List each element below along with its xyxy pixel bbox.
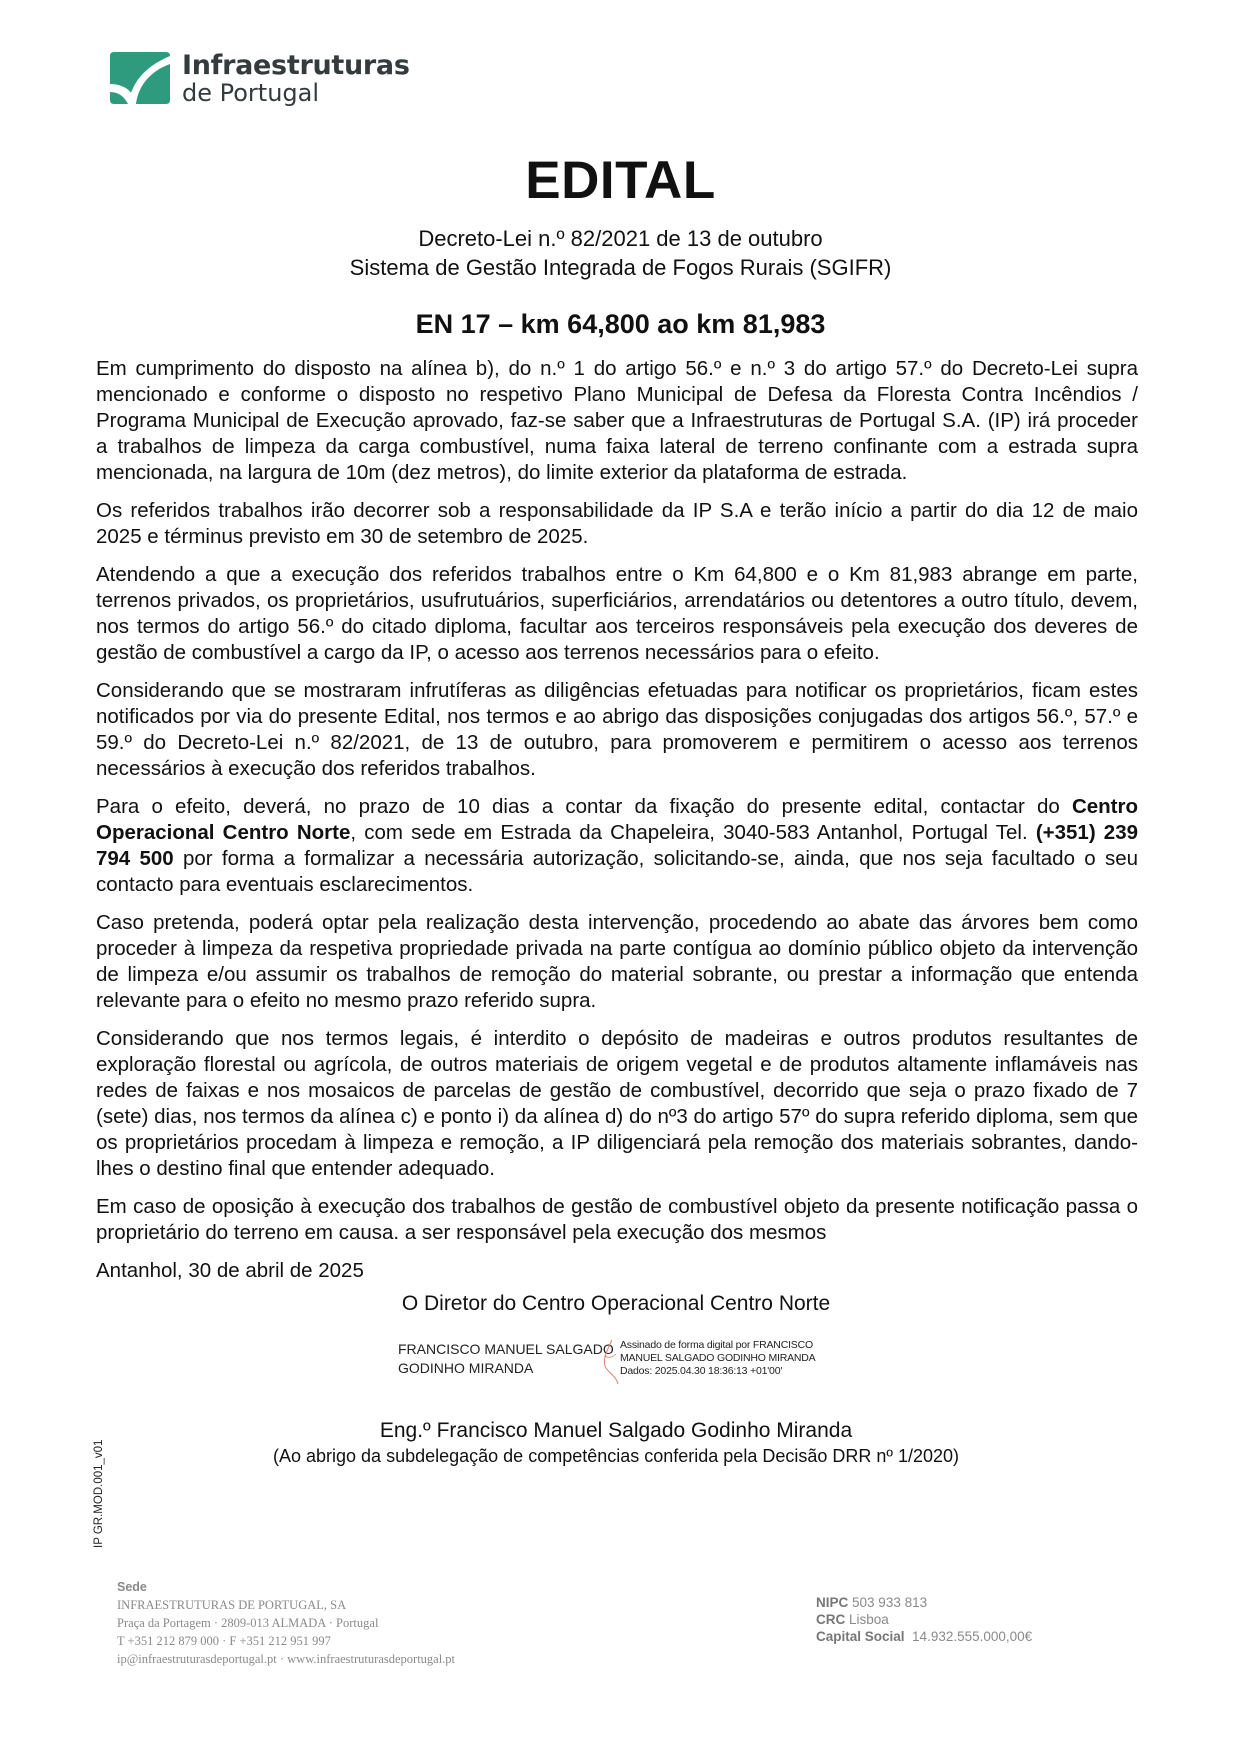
signature-details-line1: Assinado de forma digital por FRANCISCO [620, 1339, 813, 1351]
paragraph-8: Em caso de oposição à execução dos trabalhos de gestão de combustível objeto da presente notificação passa o proprietário do terreno em causa. a ser responsável pela execução dos mesmos [96, 1195, 1138, 1244]
paragraph-6: Caso pretenda, poderá optar pela realização desta intervenção, procedendo ao abate das árvores bem como proceder à limpeza da respetiva propriedade privada na parte contígua ao domínio público objeto da intervenção de limpeza e/ou assumir os trabalhos de remoção do material sobrante, ou prestar a informação que entenda relevante para o efeito no mesmo prazo referido supra. [96, 911, 1138, 1012]
document-title: EDITAL [525, 151, 716, 210]
document-body [96, 356, 1138, 1296]
paragraph-3: Atendendo a que a execução dos referidos trabalhos entre o Km 64,800 e o Km 81,983 abrange em parte, terrenos privados, os proprietários, usufrutuários, superficiários, arrendatários ou detentores a outro título, devem, nos termos do artigo 56.º do citado diploma, facultar aos terceiros responsáveis pela execução dos deveres de gestão de combustível a cargo da IP, o acesso aos terrenos necessários para o efeito. [96, 563, 1138, 664]
nipc-label: NIPC [816, 1595, 849, 1610]
footer-crc [816, 1611, 1032, 1628]
capital-value: 14.932.555.000,00€ [912, 1629, 1033, 1644]
paragraph-5-text-a: Para o efeito, deverá, no prazo de 10 dias a contar da fixação do presente edital, contactar do [96, 795, 1072, 818]
company-logo [108, 50, 410, 106]
signer-name-line1: FRANCISCO MANUEL SALGADO [398, 1341, 614, 1357]
footer-capital [816, 1628, 1032, 1645]
paragraph-5-text-c: , com sede em Estrada da Chapeleira, 3040-583 Antanhol, Portugal Tel. [350, 821, 1036, 844]
system-name: Sistema de Gestão Integrada de Fogos Rurais (SGIFR) [349, 255, 892, 280]
footer-address: Praça da Portagem · 2809-013 ALMADA · Portugal [117, 1616, 379, 1630]
form-code: IP GR.MOD.001_v01 [93, 1439, 105, 1548]
signature-details-line2: MANUEL SALGADO GODINHO MIRANDA [620, 1352, 816, 1364]
signer-name-line2: GODINHO MIRANDA [398, 1360, 534, 1376]
signature-details [620, 1339, 815, 1378]
paragraph-2: Os referidos trabalhos irão decorrer sob a responsabilidade da IP S.A e terão início a partir do dia 12 de maio 2025 e términus previsto em 30 de setembro de 2025. [96, 499, 1138, 548]
paragraph-4: Considerando que se mostraram infrutíferas as diligências efetuadas para notificar os proprietários, ficam estes notificados por via do presente Edital, nos termos e ao abrigo das disposições conjugadas dos artigos 56.º, 57.º e 59.º do Decreto-Lei n.º 82/2021, de 13 de outubro, para promoverem e permitirem o acesso aos terrenos necessários à execução dos referidos trabalhos. [96, 679, 1138, 780]
decree-reference: Decreto-Lei n.º 82/2021 de 13 de outubro [418, 226, 823, 251]
signer-name [398, 1340, 614, 1378]
place-and-date: Antanhol, 30 de abril de 2025 [96, 1259, 364, 1282]
signature-details-line3: Dados: 2025.04.30 18:36:13 +01'00' [620, 1365, 783, 1377]
footer-company: INFRAESTRUTURAS DE PORTUGAL, SA [117, 1598, 347, 1612]
paragraph-5-text-e: por forma a formalizar a necessária autorização, solicitando-se, ainda, que nos seja facultado o seu contacto para eventuais esclarecimentos. [96, 847, 1138, 896]
paragraph-1: Em cumprimento do disposto na alínea b), do n.º 1 do artigo 56.º e n.º 3 do artigo 57.º do Decreto-Lei supra mencionado e conforme o disposto no respetivo Plano Municipal de Defesa da Floresta Contra Incêndios / Programa Municipal de Execução aprovado, faz-se saber que a Infraestruturas de Portugal S.A. (IP) irá proceder a trabalhos de limpeza da carga combustível, numa faixa lateral de terreno confinante com a estrada supra mencionada, na largura de 10m (dez metros), do limite exterior da plataforma de estrada. [96, 357, 1138, 484]
footer-phone: T +351 212 879 000 · F +351 212 951 997 [117, 1634, 331, 1648]
engineer-name: Eng.º Francisco Manuel Salgado Godinho Miranda [379, 1419, 853, 1442]
crc-label: CRC [816, 1612, 846, 1627]
digital-signature [398, 1338, 858, 1386]
contact-center-name: Centro Operacional Centro Norte [96, 795, 1138, 844]
footer-sede-label: Sede [117, 1580, 147, 1594]
signature-stroke-icon [598, 1338, 622, 1386]
footer-address-block [117, 1578, 455, 1668]
ip-logo-icon [108, 50, 172, 106]
director-title: O Diretor do Centro Operacional Centro Norte [401, 1292, 831, 1315]
paragraph-7: Considerando que nos termos legais, é interdito o depósito de madeiras e outros produtos resultantes de exploração florestal ou agrícola, de outros materiais de origem vegetal e de produtos altamente inflamáveis nas redes de faixas e nos mosaicos de parcelas de gestão de combustível, decorrido que seja o prazo fixado de 7 (sete) dias, nos termos da alínea c) e ponto i) da alínea d) do nº3 do artigo 57º do supra referido diploma, sem que os proprietários procedam à limpeza e remoção, a IP diligenciará pela remoção dos materiais sobrantes, dando-lhes o destino final que entender adequado. [96, 1027, 1138, 1180]
logo-name-line1: Infraestruturas [182, 49, 410, 81]
crc-value: Lisboa [849, 1612, 889, 1627]
footer-registration-block [816, 1594, 1032, 1645]
paragraph-5 [96, 794, 1138, 898]
nipc-value: 503 933 813 [852, 1595, 928, 1610]
logo-name-line2: de Portugal [182, 78, 320, 107]
delegation-note: (Ao abrigo da subdelegação de competências conferida pela Decisão DRR nº 1/2020) [273, 1446, 959, 1466]
footer-web: ip@infraestruturasdeportugal.pt · www.infraestruturasdeportugal.pt [117, 1652, 456, 1666]
capital-label: Capital Social [816, 1629, 905, 1644]
contact-phone: (+351) 239 794 500 [96, 821, 1139, 870]
road-section-heading: EN 17 – km 64,800 ao km 81,983 [415, 309, 826, 339]
footer-nipc [816, 1594, 1032, 1611]
